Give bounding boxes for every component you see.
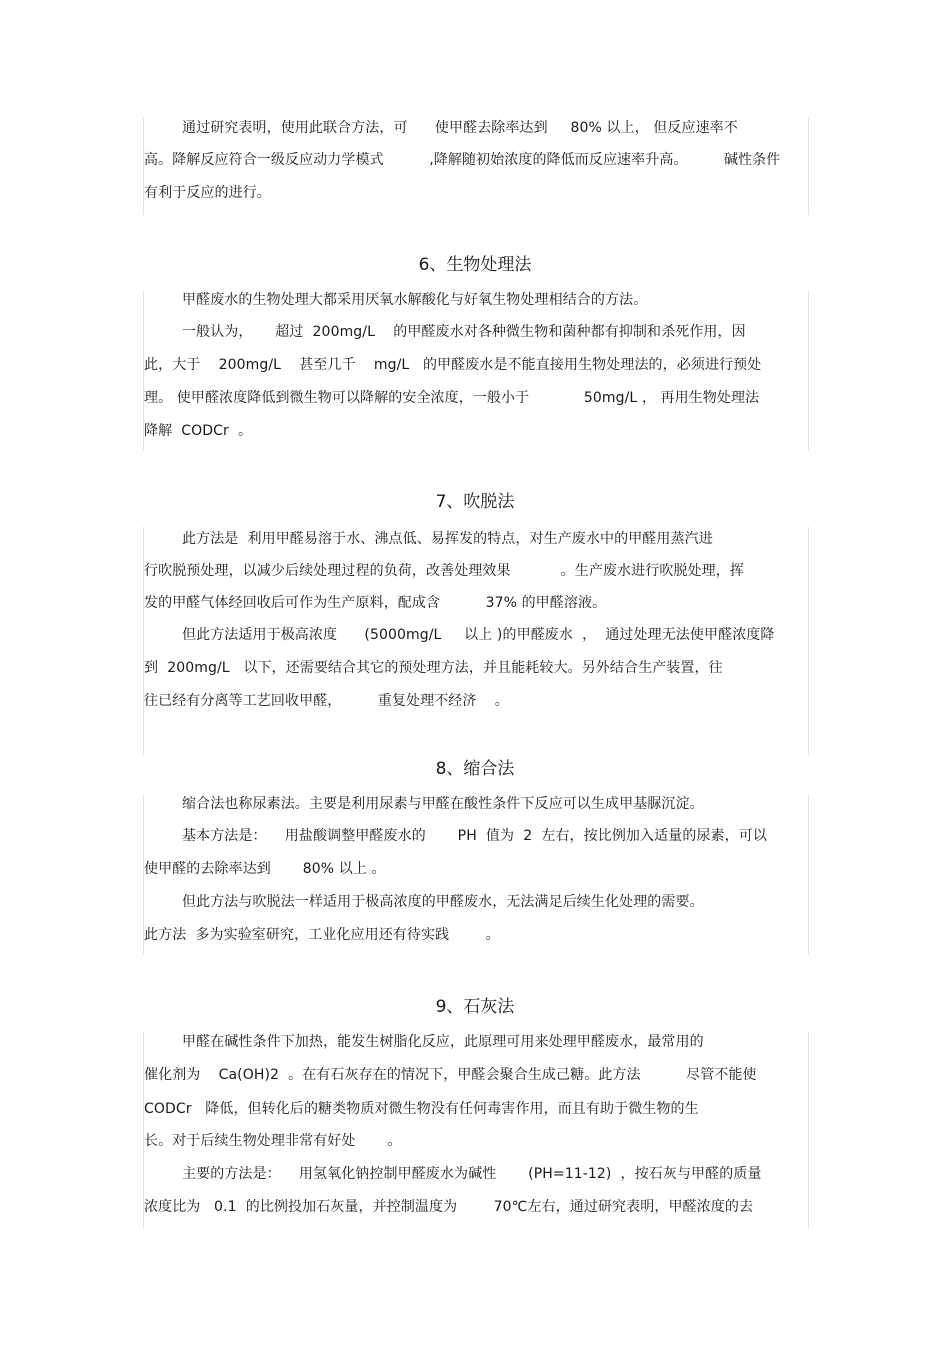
section-heading: 6、生物处理法 bbox=[418, 255, 532, 275]
section-heading: 8、缩合法 bbox=[435, 759, 515, 779]
paragraph-line: 基本方法是： 用盐酸调整甲醛废水的 PH 值为 2 左右，按比例加入适量的尿素，可以 bbox=[182, 828, 767, 844]
paragraph-line: 缩合法也称尿素法。主要是利用尿素与甲醛在酸性条件下反应可以生成甲基脲沉淀。 bbox=[182, 796, 704, 812]
paragraph-line: 降解 CODCr 。 bbox=[144, 423, 253, 439]
paragraph-line: 催化剂为 Ca(OH)2 。在有石灰存在的情况下，甲醛会聚合生成己糖。此方法 尽管不能使 bbox=[144, 1067, 757, 1083]
section-heading: 7、吹脱法 bbox=[435, 492, 515, 512]
paragraph-line: 理。 使甲醛浓度降低到微生物可以降解的安全浓度，一般小于 50mg/L ， 再用生物处理法 bbox=[144, 390, 760, 406]
paragraph-line: 到 200mg/L 以下，还需要结合其它的预处理方法，并且能耗较大。另外结合生产装置，往 bbox=[144, 660, 723, 676]
paragraph-line: CODCr 降低，但转化后的糖类物质对微生物没有任何毒害作用，而且有助于微生物的生 bbox=[144, 1101, 699, 1117]
paragraph-line: 通过研究表明，使用此联合方法，可 使甲醛去除率达到 80% 以上， 但反应速率不 bbox=[182, 120, 738, 136]
paragraph-line: 但此方法与吹脱法一样适用于极高浓度的甲醛废水，无法满足后续生化处理的需要。 bbox=[182, 894, 704, 910]
paragraph-line: 使甲醛的去除率达到 80% 以上 。 bbox=[144, 861, 386, 877]
paragraph-line: 有利于反应的进行。 bbox=[144, 185, 271, 201]
paragraph-line: 此方法是 利用甲醛易溶于水、沸点低、易挥发的特点，对生产废水中的甲醛用蒸汽进 bbox=[182, 531, 713, 547]
paragraph-line: 发的甲醛气体经回收后可作为生产原料，配成含 37% 的甲醛溶液。 bbox=[144, 595, 607, 611]
paragraph-line: 行吹脱预处理，以减少后续处理过程的负荷，改善处理效果 。生产废水进行吹脱处理，挥 bbox=[144, 563, 744, 579]
section-7-body bbox=[143, 527, 809, 755]
section-5-tail bbox=[143, 118, 809, 215]
paragraph-line: 此方法 多为实验室研究，工业化应用还有待实践 。 bbox=[144, 927, 500, 943]
paragraph-line: 往已经有分离等工艺回收甲醛， 重复处理不经济 。 bbox=[144, 693, 509, 709]
section-8-body bbox=[143, 794, 809, 954]
paragraph-line: 但此方法适用于极高浓度 (5000mg/L 以上 )的甲醛废水 ， 通过处理无法使甲醛浓度降 bbox=[182, 627, 775, 643]
paragraph-line: 甲醛在碱性条件下加热，能发生树脂化反应，此原理可用来处理甲醛废水，最常用的 bbox=[182, 1034, 704, 1050]
paragraph-line: 此，大于 200mg/L 甚至几千 mg/L 的甲醛废水是不能直接用生物处理法的，必须进行预处 bbox=[144, 357, 762, 373]
paragraph-line: 一般认为， 超过 200mg/L 的甲醛废水对各种微生物和菌种都有抑制和杀死作用，因 bbox=[182, 324, 746, 340]
paragraph-line: 甲醛废水的生物处理大都采用厌氧水解酸化与好氧生物处理相结合的方法。 bbox=[182, 292, 648, 308]
paragraph-line: 主要的方法是： 用氢氧化钠控制甲醛废水为碱性 (PH=11-12) ，按石灰与甲醛的质量 bbox=[182, 1166, 762, 1182]
section-heading: 9、石灰法 bbox=[435, 997, 515, 1017]
section-9-body bbox=[143, 1032, 809, 1228]
section-6-body bbox=[143, 290, 809, 450]
paragraph-line: 长。对于后续生物处理非常有好处 。 bbox=[144, 1133, 402, 1149]
paragraph-line: 浓度比为 0.1 的比例投加石灰量，并控制温度为 70℃左右，通过研究表明，甲醛浓度的去 bbox=[144, 1199, 754, 1215]
paragraph-line: 高。降解反应符合一级反应动力学模式 ,降解随初始浓度的降低而反应速率升高。 碱性条件 bbox=[144, 152, 781, 168]
